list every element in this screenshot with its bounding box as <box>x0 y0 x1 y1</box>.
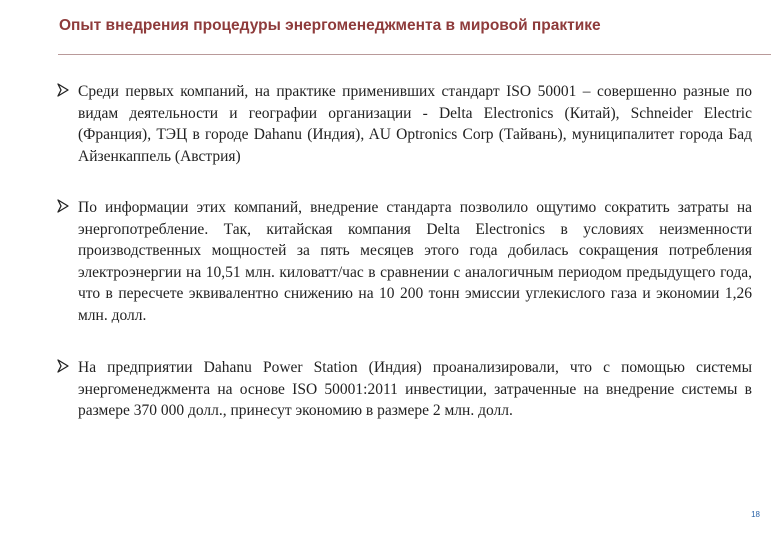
bullet-item <box>56 81 752 167</box>
bullet-text: На предприятии Dahanu Power Station (Индия) проанализировали, что с помощью системы энергоменеджмента на основе ISO 50001:2011 инвестиции, затраченные на внедрение системы в размере 370 000 долл., принесут экономию в размере 2 млн. долл. <box>78 359 752 419</box>
bullet-item <box>56 197 752 326</box>
page-number: 18 <box>751 510 760 519</box>
arrow-bullet-icon <box>56 199 70 213</box>
bullet-text: Среди первых компаний, на практике применивших стандарт ISO 50001 – совершенно разные по видам деятельности и географии организации - Delta Electronics (Китай), Schneider Electric (Франция), ТЭЦ в городе Dahanu (Индия), AU Optronics Corp (Тайвань), муниципалитет города Бад Айзенкаппель (Австрия) <box>78 83 752 165</box>
arrow-bullet-icon <box>56 83 70 97</box>
slide-title: Опыт внедрения процедуры энергоменеджмента в мировой практике <box>59 17 601 34</box>
bullet-item <box>56 357 752 422</box>
arrow-bullet-icon <box>56 359 70 373</box>
bullet-text: По информации этих компаний, внедрение стандарта позволило ощутимо сократить затраты на энергопотребление. Так, китайская компания Delta Electronics в условиях неизменности производственных мощностей за пять месяцев этого года добилась сокращения потребления электроэнергии на 10,51 млн. киловатт/час в сравнении с аналогичным периодом предыдущего года, что в пересчете эквивалентно снижению на 10 200 тонн эмиссии углекислого газа и экономии 1,26 млн. долл. <box>78 199 752 324</box>
title-divider <box>58 54 771 55</box>
